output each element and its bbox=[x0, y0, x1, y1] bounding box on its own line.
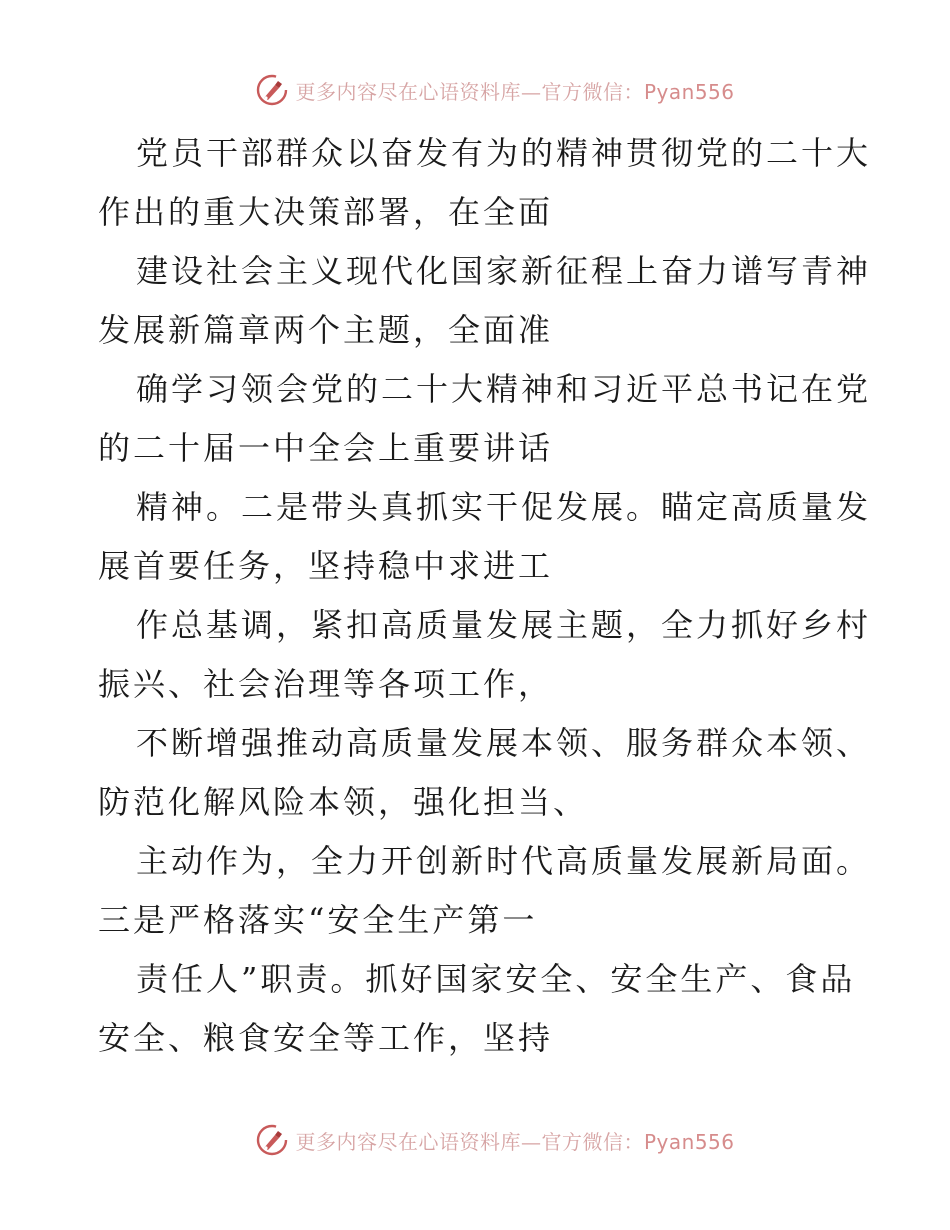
paragraph bbox=[98, 360, 872, 478]
watermark-text bbox=[295, 76, 734, 105]
paragraph-first-line: 确学习领会党的二十大精神和习近平总书记在党 bbox=[136, 370, 872, 408]
paragraph bbox=[98, 832, 872, 950]
pen-circle-logo-icon bbox=[255, 1123, 289, 1157]
paragraph-second-line: 振兴、社会治理等各项工作， bbox=[98, 665, 554, 703]
paragraph bbox=[98, 714, 872, 832]
watermark-dash: — bbox=[520, 79, 542, 104]
paragraph bbox=[98, 478, 872, 596]
paragraph-second-line: 安全、粮食安全等工作，坚持 bbox=[98, 1019, 554, 1057]
watermark-cn: 更多内容尽在心语资料库 bbox=[295, 79, 521, 104]
watermark-tail: 官方微信： bbox=[541, 1129, 644, 1154]
paragraph-first-line: 不断增强推动高质量发展本领、服务群众本领、 bbox=[136, 724, 872, 762]
watermark-cn: 更多内容尽在心语资料库 bbox=[295, 1129, 521, 1154]
pen-circle-logo-icon bbox=[255, 73, 289, 107]
paragraph-second-line: 的二十届一中全会上重要讲话 bbox=[98, 429, 554, 467]
watermark-group bbox=[255, 73, 734, 107]
paragraph bbox=[98, 124, 872, 242]
paragraph-second-line: 作出的重大决策部署，在全面 bbox=[98, 193, 554, 231]
document-body bbox=[98, 124, 872, 1068]
paragraph-first-line: 党员干部群众以奋发有为的精神贯彻党的二十大 bbox=[136, 134, 872, 172]
paragraph-second-line: 展首要任务，坚持稳中求进工 bbox=[98, 547, 554, 585]
paragraph-first-line: 责任人”职责。抓好国家安全、安全生产、食品 bbox=[136, 960, 856, 998]
watermark-tail: 官方微信： bbox=[541, 79, 644, 104]
paragraph-first-line: 建设社会主义现代化国家新征程上奋力谱写青神 bbox=[136, 252, 872, 290]
paragraph bbox=[98, 242, 872, 360]
watermark-dash: — bbox=[520, 1129, 542, 1154]
watermark-group bbox=[255, 1123, 734, 1157]
paragraph-first-line: 作总基调，紧扣高质量发展主题，全力抓好乡村 bbox=[136, 606, 872, 644]
paragraph-second-line: 防范化解风险本领，强化担当、 bbox=[98, 783, 589, 821]
watermark-text bbox=[295, 1126, 734, 1155]
paragraph bbox=[98, 950, 858, 1068]
paragraph-second-line: 三是严格落实“安全生产第一 bbox=[98, 901, 538, 939]
paragraph-first-line: 主动作为，全力开创新时代高质量发展新局面。 bbox=[136, 842, 872, 880]
paragraph-first-line: 精神。二是带头真抓实干促发展。瞄定高质量发 bbox=[136, 488, 872, 526]
footer-watermark bbox=[0, 1120, 950, 1160]
watermark-wechat-id: Pyan556 bbox=[643, 1129, 735, 1154]
paragraph-second-line: 发展新篇章两个主题，全面准 bbox=[98, 311, 554, 349]
header-watermark bbox=[0, 70, 950, 110]
watermark-wechat-id: Pyan556 bbox=[643, 79, 735, 104]
paragraph bbox=[98, 596, 872, 714]
